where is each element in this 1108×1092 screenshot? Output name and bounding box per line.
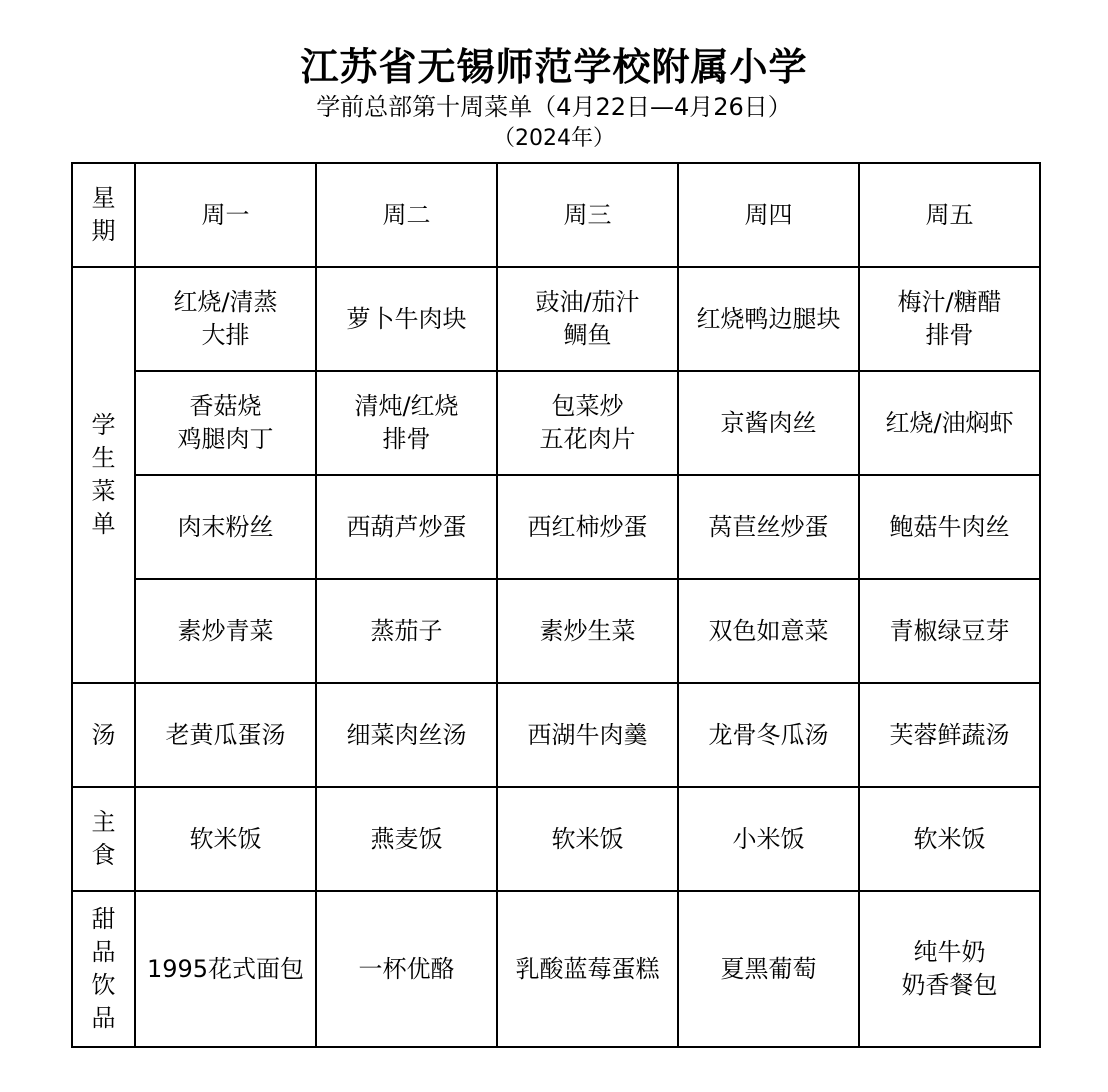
soup-cell: 西湖牛肉羹 (497, 683, 678, 787)
dessert-cell: 夏黑葡萄 (678, 891, 859, 1047)
menu-table (71, 162, 1041, 1048)
menu-cell: 西葫芦炒蛋 (316, 475, 497, 579)
menu-cell: 香菇烧 鸡腿肉丁 (135, 371, 316, 475)
day-header: 周三 (497, 163, 678, 267)
page-subtitle: 学前总部第十周菜单（4月22日—4月26日） (316, 93, 792, 121)
staple-cell: 小米饭 (678, 787, 859, 891)
soup-label: 汤 (72, 683, 135, 787)
menu-cell: 京酱肉丝 (678, 371, 859, 475)
menu-cell: 红烧/清蒸 大排 (135, 267, 316, 371)
dessert-cell: 1995花式面包 (135, 891, 316, 1047)
dessert-label: 甜 品 饮 品 (72, 891, 135, 1047)
page-title: 江苏省无锡师范学校附属小学 (300, 45, 808, 89)
staple-row (72, 787, 1040, 891)
soup-cell: 龙骨冬瓜汤 (678, 683, 859, 787)
dessert-cell: 一杯优酪 (316, 891, 497, 1047)
page-year: （2024年） (493, 126, 615, 151)
header-row (72, 163, 1040, 267)
menu-cell: 蒸茄子 (316, 579, 497, 683)
staple-cell: 软米饭 (497, 787, 678, 891)
menu-cell: 莴苣丝炒蛋 (678, 475, 859, 579)
menu-cell: 包菜炒 五花肉片 (497, 371, 678, 475)
dessert-cell: 纯牛奶 奶香餐包 (859, 891, 1040, 1047)
menu-cell: 梅汁/糖醋 排骨 (859, 267, 1040, 371)
menu-cell: 鲍菇牛肉丝 (859, 475, 1040, 579)
dessert-cell: 乳酸蓝莓蛋糕 (497, 891, 678, 1047)
menu-cell: 萝卜牛肉块 (316, 267, 497, 371)
menu-cell: 素炒青菜 (135, 579, 316, 683)
menu-cell: 红烧鸭边腿块 (678, 267, 859, 371)
menu-cell: 素炒生菜 (497, 579, 678, 683)
menu-cell: 清炖/红烧 排骨 (316, 371, 497, 475)
soup-cell: 芙蓉鲜蔬汤 (859, 683, 1040, 787)
table-row (72, 371, 1040, 475)
menu-cell: 西红柿炒蛋 (497, 475, 678, 579)
table-row (72, 267, 1040, 371)
dessert-row (72, 891, 1040, 1047)
staple-cell: 燕麦饭 (316, 787, 497, 891)
day-header: 周五 (859, 163, 1040, 267)
day-header: 周四 (678, 163, 859, 267)
soup-cell: 老黄瓜蛋汤 (135, 683, 316, 787)
staple-cell: 软米饭 (135, 787, 316, 891)
student-menu-label: 学 生 菜 单 (72, 267, 135, 683)
day-header: 周二 (316, 163, 497, 267)
table-row (72, 475, 1040, 579)
corner-label: 星 期 (72, 163, 135, 267)
menu-cell: 青椒绿豆芽 (859, 579, 1040, 683)
staple-label: 主 食 (72, 787, 135, 891)
table-row (72, 579, 1040, 683)
menu-cell: 豉油/茄汁 鲷鱼 (497, 267, 678, 371)
soup-cell: 细菜肉丝汤 (316, 683, 497, 787)
menu-cell: 肉末粉丝 (135, 475, 316, 579)
staple-cell: 软米饭 (859, 787, 1040, 891)
menu-cell: 双色如意菜 (678, 579, 859, 683)
day-header: 周一 (135, 163, 316, 267)
soup-row (72, 683, 1040, 787)
menu-cell: 红烧/油焖虾 (859, 371, 1040, 475)
